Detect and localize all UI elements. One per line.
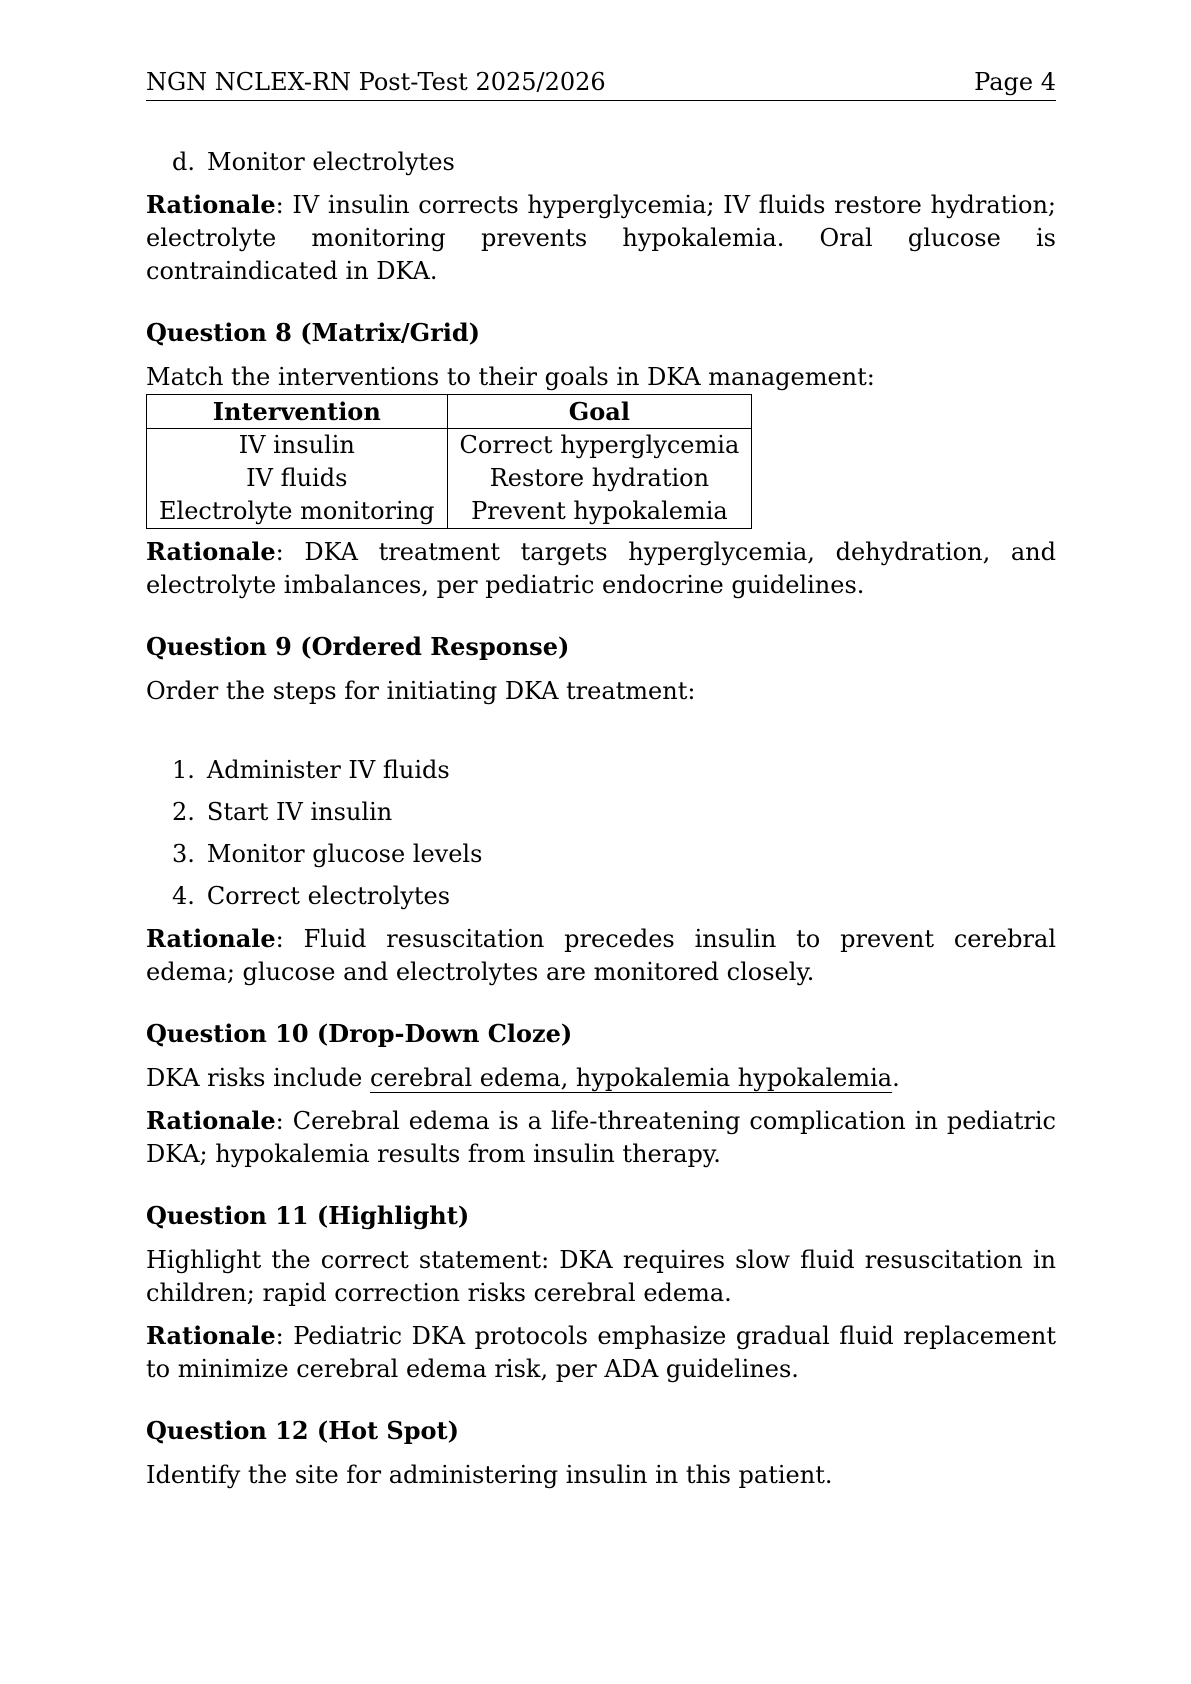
question-title: Question 12 (Hot Spot) [146, 1416, 459, 1445]
rationale-label: Rationale [146, 924, 276, 953]
step-number: 3. [172, 840, 195, 868]
prompt-end: . [892, 1064, 900, 1092]
goal-cell: Restore hydration [489, 464, 710, 492]
question-prompt: Highlight the correct statement: DKA requires slow fluid resuscitation in children; rapid correction risks cerebral edema. [146, 1246, 1056, 1307]
header-title: NGN NCLEX-RN Post-Test 2025/2026 [146, 68, 606, 96]
rationale-text: : IV insulin corrects hyperglycemia; IV fluids restore hydration; electrolyte monitoring prevents hypokalemia. Oral glucose is contraindicated in DKA. [146, 191, 1056, 285]
rationale-label: Rationale [146, 1106, 276, 1135]
step-text: Administer IV fluids [206, 756, 450, 784]
rationale-label: Rationale [146, 190, 276, 219]
step-number: 1. [172, 756, 195, 784]
rationale-text: : DKA treatment targets hyperglycemia, dehydration, and electrolyte imbalances, per pediatric endocrine guidelines. [146, 538, 1056, 599]
rationale [146, 1319, 1056, 1386]
list-item [172, 754, 1056, 787]
step-number: 4. [172, 882, 195, 910]
intervention-cell: Electrolyte monitoring [147, 495, 448, 529]
column-header: Goal [447, 395, 752, 429]
option-d [172, 146, 1056, 179]
question-title: Question 8 (Matrix/Grid) [146, 318, 480, 347]
table-header-row [147, 395, 752, 429]
matrix-table [146, 394, 752, 529]
page-content [146, 146, 1056, 1492]
intervention-cell: IV fluids [147, 462, 448, 495]
table-row [147, 495, 752, 529]
step-text: Monitor glucose levels [206, 840, 483, 868]
goal-cell: Correct hyperglycemia [459, 431, 740, 459]
question-prompt: Identify the site for administering insulin in this patient. [146, 1461, 833, 1489]
intervention-cell: IV insulin [147, 429, 448, 463]
list-item [172, 796, 1056, 829]
table-row [147, 429, 752, 463]
rationale-text: : Fluid resuscitation precedes insulin to prevent cerebral edema; glucose and electrolytes are monitored closely. [146, 925, 1056, 986]
prompt-text: DKA risks include [146, 1064, 371, 1092]
rationale [146, 535, 1056, 602]
ordered-list [146, 754, 1056, 913]
page-number: Page 4 [974, 68, 1056, 96]
cloze-answer[interactable]: cerebral edema, hypokalemia hypokalemia [370, 1064, 893, 1092]
question-title: Question 11 (Highlight) [146, 1201, 470, 1230]
step-text: Correct electrolytes [206, 882, 451, 910]
rationale [146, 1104, 1056, 1171]
rationale-text: : Cerebral edema is a life-threatening complication in pediatric DKA; hypokalemia results from insulin therapy. [146, 1107, 1056, 1168]
list-item [172, 838, 1056, 871]
step-text: Start IV insulin [206, 798, 393, 826]
question-prompt: Match the interventions to their goals in DKA management: [146, 363, 875, 391]
question-title: Question 10 (Drop-Down Cloze) [146, 1019, 573, 1048]
question-title: Question 9 (Ordered Response) [146, 632, 570, 661]
column-header: Intervention [147, 395, 448, 429]
rationale-text: : Pediatric DKA protocols emphasize gradual fluid replacement to minimize cerebral edema risk, per ADA guidelines. [146, 1322, 1056, 1383]
table-row [147, 462, 752, 495]
option-letter: d. [172, 148, 195, 176]
rationale [146, 922, 1056, 989]
question-prompt: Order the steps for initiating DKA treatment: [146, 677, 696, 705]
rationale [146, 188, 1056, 288]
page-header [146, 68, 1056, 101]
list-item [172, 880, 1056, 913]
option-text: Monitor electrolytes [207, 148, 455, 176]
rationale-label: Rationale [146, 537, 276, 566]
rationale-label: Rationale [146, 1321, 276, 1350]
goal-cell: Prevent hypokalemia [471, 497, 728, 525]
question-prompt [146, 1062, 1056, 1095]
step-number: 2. [172, 798, 195, 826]
